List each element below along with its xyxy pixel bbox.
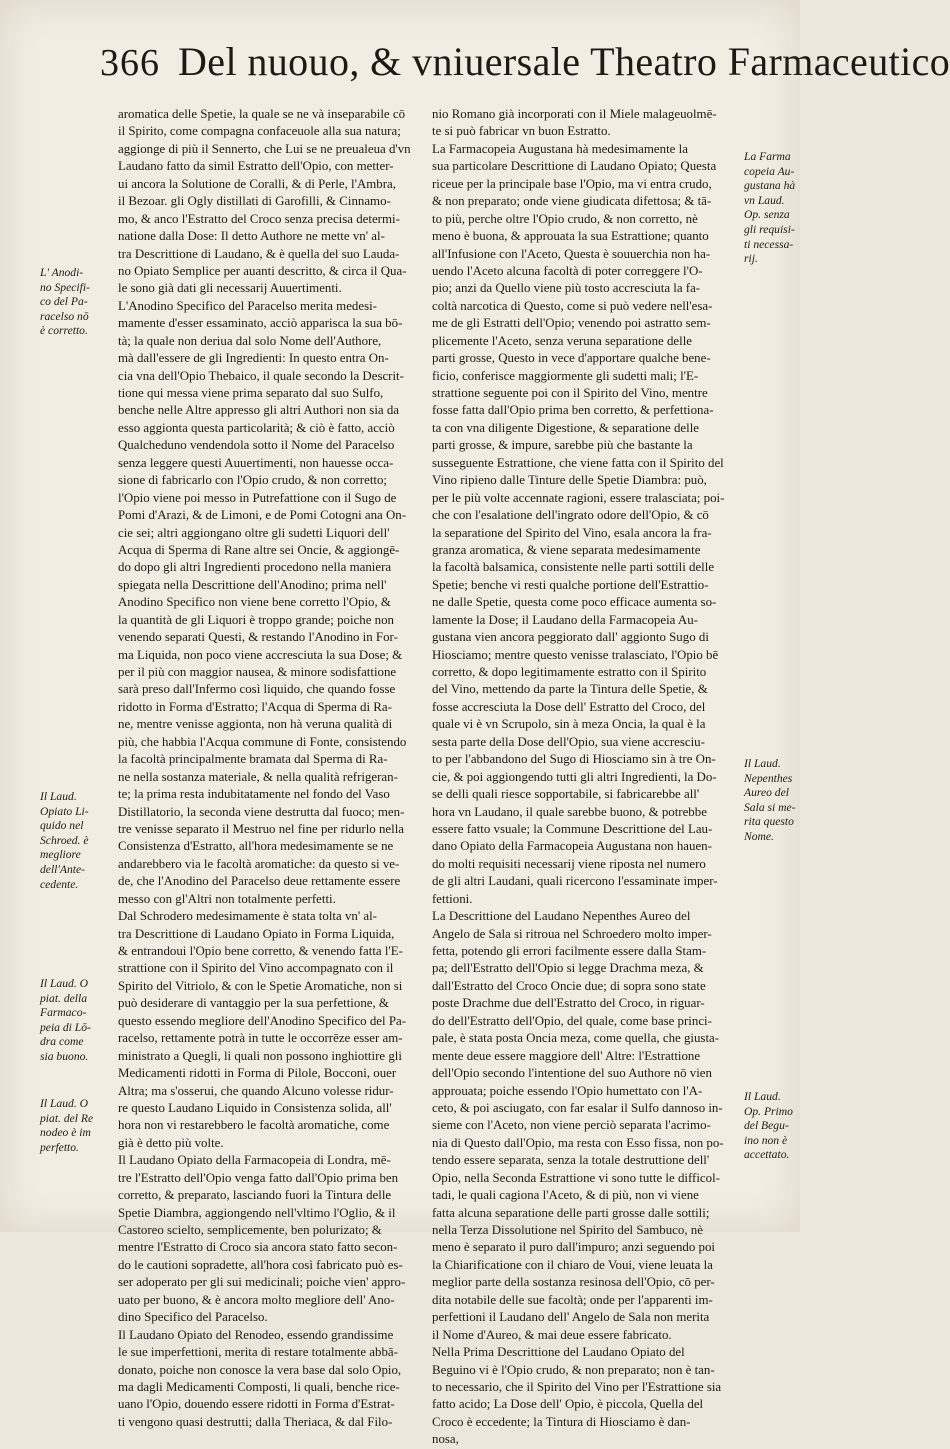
text-line: sesta parte della Dose dell'Opio, sua viene accresciu- bbox=[432, 734, 705, 749]
margin-note-renodeo bbox=[40, 1097, 118, 1177]
text-line: hora vn Laudano, il quale sarebbe buono, & potrebbe bbox=[432, 804, 707, 819]
text-line: il Nome d'Aureo, & mai deue essere fabricato. bbox=[432, 1327, 672, 1342]
text-line: susseguente Estrattione, che viene fatta con il Spirito del bbox=[432, 455, 724, 470]
text-line: ministrato a Quegli, li quali non possono inghiottire gli bbox=[118, 1048, 402, 1063]
text-line: riceue per la principale base l'Opio, ma vi entra crudo, bbox=[432, 176, 712, 191]
text-line: mo, & anco l'Estratto del Croco senza precisa determi- bbox=[118, 211, 400, 226]
text-line: più, che habbia l'Acqua commune di Fonte, consistendo bbox=[118, 734, 407, 749]
margin-note-augustana bbox=[744, 150, 800, 270]
text-line: mentre l'Estratto di Croco sia ancora stato fatto secon- bbox=[118, 1240, 398, 1255]
text-line: dall'Estratto del Croco Oncie due; di sopra sono state bbox=[432, 978, 706, 993]
margin-note-line: megliore bbox=[40, 848, 81, 862]
margin-note-line: ino non è bbox=[744, 1133, 788, 1147]
text-line: mente deue essere maggiore dell' Altre: l'Estrattione bbox=[432, 1048, 701, 1063]
text-line: tà; la quale non deriua dal solo Nome dell'Authore, bbox=[118, 333, 382, 348]
text-line: & non preparato; onde viene giudicata difettosa; & tā- bbox=[432, 194, 712, 209]
margin-note-line: Il Laud. bbox=[40, 790, 77, 803]
text-line: la separatione del Spirito del Vino, esala ancora la fra- bbox=[432, 525, 712, 540]
text-line: do dell'Estratto dell'Opio, del quale, come base princi- bbox=[432, 1013, 712, 1028]
text-line: tendo essere separata, senza la totale destruttione dell' bbox=[432, 1153, 710, 1168]
text-line: uano l'Opio, douendo essere ridotti in Forma d'Estrat- bbox=[118, 1397, 395, 1412]
text-line: meno è separato il puro dall'impuro; anzi seguendo poi bbox=[432, 1240, 715, 1255]
text-line: uato per buono, & è ancora molto megliore dell' Ano- bbox=[118, 1292, 395, 1307]
text-line: racelso, rettamente potrà in tutte le occorrēze esser am- bbox=[118, 1031, 403, 1046]
text-line: tre l'Estratto dell'Opio venga fatto dall'Opio prima ben bbox=[118, 1170, 399, 1185]
margin-note-line: cedente. bbox=[40, 877, 79, 891]
text-line: fatta alcuna separatione delle parti grosse dalle sottili; bbox=[432, 1205, 710, 1220]
text-line: nio Romano già incorporati con il Miele malageuolmē- bbox=[432, 107, 717, 121]
text-line: tra Descrittione di Laudano Opiato in Forma Liquida, bbox=[118, 926, 395, 941]
text-line: de gli altri Laudani, quali ricercono l'essaminate imper- bbox=[432, 874, 718, 889]
margin-note-line: piat. del Re bbox=[40, 1111, 94, 1125]
text-line: meglior parte della sostanza resinosa dell'Opio, cō per- bbox=[432, 1275, 715, 1290]
text-line: Acqua di Sperma di Rane altre sei Oncie, & aggiongē- bbox=[118, 542, 400, 557]
margin-note-line: Op. senza bbox=[744, 208, 790, 222]
text-line: Spetie; benche vi resti qualche portione dell'Estrattio- bbox=[432, 577, 709, 592]
margin-note-line: no Specifi- bbox=[40, 280, 90, 294]
margin-note-line: Aureo del bbox=[744, 786, 789, 800]
margin-note-line: è corretto. bbox=[40, 324, 88, 338]
text-line: Il Laudano Opiato della Farmacopeia di Londra, mē- bbox=[118, 1153, 391, 1168]
text-line: le sono già dati gli necessarij Auuertimenti. bbox=[118, 281, 342, 296]
text-line: tra Descrittione di Laudano, & è quella del suo Lauda- bbox=[118, 246, 400, 261]
text-line: mà dall'essere de gli Ingredienti: In questo entra On- bbox=[118, 351, 389, 366]
text-line: Hiosciamo; mentre questo venisse tralasciato, l'Opio bē bbox=[432, 647, 719, 662]
text-line: corretto, & dopo legitimamente estratto con il Spirito bbox=[432, 665, 707, 679]
text-line: plicemente l'Aceto, senza veruna separatione delle bbox=[432, 333, 693, 348]
margin-note-line: perfetto. bbox=[40, 1140, 79, 1154]
text-line: sieme con l'Aceto, non viene perciò separata l'acrimo- bbox=[432, 1118, 711, 1133]
page-number: 366 bbox=[100, 42, 160, 84]
text-line: dell'Opio secondo l'intentione del suo Authore nō vien bbox=[432, 1066, 712, 1081]
margin-note-line: Schroed. è bbox=[40, 833, 89, 847]
text-line: aromatica delle Spetie, la quale se ne và inseparabile cō bbox=[118, 107, 406, 121]
text-line: Pomi d'Arazi, & de Limoni, e de Pomi Cotogni ana On- bbox=[118, 508, 407, 523]
margin-note-beguino bbox=[744, 1090, 800, 1170]
left-text-column bbox=[118, 106, 430, 1429]
text-line: Spirito del Vitriolo, & con le Spetie Aromatiche, non si bbox=[118, 978, 403, 993]
text-line: do dopo gli altri Ingredienti procedono nella maniera bbox=[118, 560, 392, 575]
text-line: natione dalla Dose: Il detto Authore ne mette vn' al- bbox=[118, 229, 385, 244]
text-line: Angelo de Sala si ritroua nel Schroedero molto imper- bbox=[432, 926, 712, 941]
text-line: pa; dell'Estratto dell'Opio si legge Drachma meza, & bbox=[432, 961, 704, 976]
text-line: dino Specifico del Paracelso. bbox=[118, 1310, 268, 1325]
text-line: del Vino, mettendo da parte la Tintura delle Spetie, & bbox=[432, 682, 708, 697]
margin-note-line: Il Laud. O bbox=[40, 977, 88, 990]
text-line: granza aromatica, & viene separata medesimamente bbox=[432, 542, 701, 557]
text-line: tre venisse separato il Mestruo nel fine per ridurlo nella bbox=[118, 821, 405, 836]
text-line: ridotto in Forma d'Estratto; l'Acqua di Sperma di Ra- bbox=[118, 699, 392, 714]
text-line: andarebbero via le facoltà aromatiche: da questo si ve- bbox=[118, 856, 400, 871]
text-line: la facoltà principalmente bramata dal Sperma di Ra- bbox=[118, 752, 388, 767]
text-line: de, che l'Anodino del Paracelso deue rettamente essere bbox=[118, 874, 401, 889]
text-line: questo essendo megliore dell'Anodino Specifico del Pa- bbox=[118, 1013, 406, 1028]
margin-note-line: Nepenthes bbox=[744, 771, 793, 785]
margin-note-line: co del Pa- bbox=[40, 295, 88, 309]
margin-note-line: racelso nō bbox=[40, 309, 89, 323]
text-line: to per l'abbandono del Sugo di Hiosciamo sin à tre On- bbox=[432, 752, 716, 767]
text-line: Castoreo scielto, semplicemente, ben polurizato; & bbox=[118, 1223, 382, 1237]
text-line: se delli quali riesce sopportabile, si fabricarebbe all' bbox=[432, 787, 700, 802]
text-line: te si può fabricar vn buon Estratto. bbox=[432, 124, 611, 139]
text-line: coltà narcotica di Questo, come si può vedere nell'esa- bbox=[432, 298, 713, 313]
text-line: ne nella sostanza materiale, & nella qualità refrigeran- bbox=[118, 769, 398, 784]
text-line: strattione seguente poi con il Spirito del Vino, mentre bbox=[432, 386, 708, 400]
text-line: può desiderare di vantaggio per la sua perfettione, & bbox=[118, 996, 389, 1011]
margin-note-line: L' Anodi- bbox=[40, 266, 84, 279]
text-line: La Descrittione del Laudano Nepenthes Aureo del bbox=[432, 909, 691, 924]
text-line: per il più con maggior nausea, & minore sodisfattione bbox=[118, 665, 397, 679]
margin-note-line: dra come bbox=[40, 1035, 84, 1049]
text-line: la Chiarificatione con il chiaro de Voui, viene leuata la bbox=[432, 1257, 713, 1272]
text-line: per le più volte accennate ragioni, essere tralasciata; poi- bbox=[432, 490, 725, 505]
text-line: strattione con il Spirito del Vino accompagnato con il bbox=[118, 961, 394, 976]
text-line: do molti requisiti necessarij viene riposta nel numero bbox=[432, 856, 706, 871]
text-line: già è detto più volte. bbox=[118, 1135, 224, 1150]
text-line: fosse accresciuta la Dose dell' Estratto del Croco, del bbox=[432, 699, 706, 714]
text-line: Spetie Diambra, aggiongendo nell'vltimo l'Oglio, & il bbox=[118, 1205, 396, 1220]
text-line: re questo Laudano Liquido in Consistenza solida, all' bbox=[118, 1100, 392, 1115]
text-line: ui ancora la Solutione de Coralli, & di Perle, l'Ambra, bbox=[118, 176, 396, 191]
margin-note-line: dell'Ante- bbox=[40, 862, 85, 876]
margin-note-line: Sala si me- bbox=[744, 800, 796, 814]
margin-note-line: piat. della bbox=[40, 991, 88, 1005]
text-line: Vino ripieno dalle Tinture delle Spetie Diambra: può, bbox=[432, 473, 707, 488]
text-line: dano Opiato della Farmacopeia Augustana non hauen- bbox=[432, 839, 712, 854]
margin-note-line: accettato. bbox=[744, 1148, 790, 1162]
text-line: quale vi è vn Scrupolo, sin à meza Oncia, la qual è la bbox=[432, 717, 706, 732]
margin-note-line: nodeo è im bbox=[40, 1126, 91, 1140]
text-line: aggionge di più il Sennerto, che Lui se ne preualeua d'vn bbox=[118, 141, 411, 156]
text-line: parti grosse, & impure, sarebbe più che bastante la bbox=[432, 438, 693, 453]
text-line: cia vna dell'Opio Thebaico, il quale secondo la Descrit- bbox=[118, 368, 404, 383]
text-line: corretto, & preparato, lasciando fuori la Tintura delle bbox=[118, 1188, 392, 1203]
text-line: senza leggere questi Auuertimenti, non hauesse occa- bbox=[118, 455, 394, 470]
text-line: lamente la Dose; il Laudano della Farmacopeia Au- bbox=[432, 612, 698, 627]
text-line: fatto acido; La Dose dell' Opio, è piccola, Quella del bbox=[432, 1397, 704, 1412]
text-line: pale, è stata posta Oncia meza, come quella, che giusta- bbox=[432, 1031, 720, 1046]
margin-note-anodino bbox=[40, 266, 120, 342]
margin-note-line: gustana hà bbox=[744, 179, 796, 193]
margin-note-farmacopeia-londra bbox=[40, 977, 118, 1073]
margin-note-line: Il Laud. bbox=[744, 1090, 781, 1103]
text-line: mamente d'esser essaminato, acciò apparisca la sua bō- bbox=[118, 316, 403, 331]
text-line: benche nelle Altre appresso gli altri Authori non sia da bbox=[118, 403, 400, 418]
margin-note-line: vn Laud. bbox=[744, 193, 785, 207]
right-text-column bbox=[432, 106, 740, 1447]
text-line: la quantità de gli Liquori è troppo grande; poiche non bbox=[118, 612, 394, 627]
text-line: L'Anodino Specifico del Paracelso merita medesi- bbox=[118, 298, 377, 313]
text-line: cie, & poi aggiongendo tutti gli altri Ingredienti, la Do- bbox=[432, 769, 717, 784]
text-line: ta con vna diligente Digestione, & separatione delle bbox=[432, 420, 700, 435]
text-line: do le cautioni sopradette, all'hora così fabricato può es- bbox=[118, 1257, 403, 1272]
margin-note-line: Il Laud. O bbox=[40, 1097, 88, 1110]
text-line: nosa, bbox=[432, 1432, 459, 1447]
text-line: pio; anzi da Quello viene più tosto accresciuta la fa- bbox=[432, 281, 701, 296]
text-line: all'Infusione con l'Aceto, Questa è souuerchia non ha- bbox=[432, 246, 711, 261]
text-line: Distillatorio, la seconda viene destrutta dal fuoco; men- bbox=[118, 804, 405, 819]
text-line: donato, poiche non conosce la vera base dal solo Opio, bbox=[118, 1362, 402, 1377]
text-line: ceto, & poi asciugato, con far esalar il Sulfo dannoso in- bbox=[432, 1100, 723, 1115]
text-line: Anodino Specifico non viene bene corretto l'Opio, & bbox=[118, 595, 391, 610]
text-line: essere fatto vsuale; la Commune Descrittione del Lau- bbox=[432, 821, 713, 836]
text-line: ne dalle Spetie, questa come poco efficace aumenta so- bbox=[432, 595, 717, 610]
text-line: ser adoperato per gli sui medicinali; poiche vien' appro- bbox=[118, 1275, 406, 1290]
text-line: poste Drachme due dell'Estratto del Croco, in riguar- bbox=[432, 996, 705, 1011]
text-line: ma Liquida, non poco viene accresciuta la sua Dose; & bbox=[118, 647, 403, 662]
text-line: spiegata nella Descrittione dell'Anodino; prima nell' bbox=[118, 577, 387, 592]
text-line: ficio, conferisce maggiormente gli sudetti mali; l'E- bbox=[432, 368, 699, 383]
text-line: Il Laudano Opiato del Renodeo, essendo grandissime bbox=[118, 1327, 394, 1342]
text-line: esso aggionta questa particolarità; & ciò è fatto, acciò bbox=[118, 420, 395, 435]
margin-note-line: Il Laud. bbox=[744, 757, 781, 770]
text-line: Consistenza d'Estratto, all'hora medesimamente se ne bbox=[118, 839, 394, 854]
margin-note-line: copeia Au- bbox=[744, 164, 795, 178]
text-line: il Bezoar. gli Ogly distillati di Garofilli, & Cinnamo- bbox=[118, 194, 391, 209]
text-line: Medicamenti ridotti in Forma di Pilole, Bocconi, ouer bbox=[118, 1066, 397, 1081]
text-line: sarà preso dall'Infermo così liquido, che quando fosse bbox=[118, 682, 396, 697]
margin-note-line: Farmaco- bbox=[40, 1006, 87, 1020]
margin-note-nepenthes bbox=[744, 757, 800, 847]
text-line: approuata; poiche essendo l'Opio humettato con l'A- bbox=[432, 1083, 703, 1098]
margin-note-line: La Farma bbox=[744, 150, 791, 163]
margin-note-line: Op. Primo bbox=[744, 1104, 793, 1118]
text-line: ma dagli Medicamenti Composti, li quali, benche rice- bbox=[118, 1379, 400, 1394]
text-line: Nella Prima Descrittione del Laudano Opiato del bbox=[432, 1345, 685, 1360]
text-line: Opio, nella Seconda Estrattione vi sono tutte le difficol- bbox=[432, 1170, 720, 1185]
margin-note-line: ti necessa- bbox=[744, 237, 794, 251]
text-line: uendo l'Aceto alcuna facoltà di poter correggere l'O- bbox=[432, 263, 703, 278]
margin-note-laudano-schroedero bbox=[40, 790, 120, 890]
margin-note-line: rita questo bbox=[744, 815, 794, 829]
text-line: sione di fabricarlo con l'Opio crudo, & non corretto; bbox=[118, 473, 388, 488]
text-line: venendo separati Questi, & restando l'Anodino in For- bbox=[118, 630, 398, 645]
margin-note-line: del Begu- bbox=[744, 1119, 789, 1133]
text-line: fettioni. bbox=[432, 891, 473, 906]
text-line: La Farmacopeia Augustana hà medesimamente la bbox=[432, 141, 688, 156]
text-line: nia di Questo dall'Opio, ma resta con Esso fissa, non po- bbox=[432, 1135, 724, 1150]
text-line: cie sei; altri aggiongano oltre gli sudetti Liquori dell' bbox=[118, 525, 390, 540]
text-line: meno è buona, & approuata la sua Estrattione; quanto bbox=[432, 229, 709, 244]
text-line: me de gli Estratti dell'Opio; venendo poi astratto sem- bbox=[432, 316, 711, 331]
text-line: gustana vien ancora peggiorato dall' aggionto Sugo di bbox=[432, 630, 709, 645]
text-line: parti grosse, Questo in vece d'apportare qualche bene- bbox=[432, 351, 711, 366]
text-line: to necessario, che il Spirito del Vino per l'Estrattione sia bbox=[432, 1379, 722, 1394]
text-line: il Spirito, come compagna confaceuole alla sua natura; bbox=[118, 124, 401, 139]
margin-note-line: Opiato Li- bbox=[40, 804, 89, 818]
text-line: tione qui messa viene prima separato dal suo Sulfo, bbox=[118, 386, 384, 400]
text-line: tadi, le quali cagiona l'Aceto, & di più, non vi viene bbox=[432, 1188, 699, 1203]
text-line: Laudano fatto da simil Estratto dell'Opio, con metter- bbox=[118, 159, 394, 174]
margin-note-line: rij. bbox=[744, 252, 758, 266]
text-line: Dal Schrodero medesimamente è stata tolta vn' al- bbox=[118, 909, 377, 924]
text-line: Beguino vi è l'Opio crudo, & non preparato; non è tan- bbox=[432, 1362, 715, 1377]
text-line: messo con gl'Altri non totalmente perfetti. bbox=[118, 891, 336, 906]
text-line: che con l'esalatione dell'ingrato odore dell'Opio, & cō bbox=[432, 508, 709, 523]
text-line: & entrandoui l'Opio bene corretto, & venendo fatta l'E- bbox=[118, 944, 403, 958]
text-line: ti vengono quasi destrutti; dalla Theriaca, & dal Filo- bbox=[118, 1414, 393, 1429]
text-line: fosse fatta dall'Opio prima ben corretto, & perfettiona- bbox=[432, 403, 714, 418]
text-line: le sue imperfettioni, merita di restare totalmente abbā- bbox=[118, 1345, 398, 1360]
text-line: perfettioni il Laudano dell' Angelo de Sala non merita bbox=[432, 1310, 710, 1325]
text-line: nella Terza Dissolutione nel Spirito del Sambuco, nè bbox=[432, 1223, 703, 1237]
text-line: te; la prima resta indubitatamente nel fondo del Vaso bbox=[118, 787, 390, 802]
text-line: l'Opio viene poi messo in Putrefattione con il Sugo de bbox=[118, 490, 397, 505]
margin-note-line: Nome. bbox=[744, 829, 774, 843]
margin-note-line: gli requisi- bbox=[744, 222, 795, 236]
text-line: fetta, potendo gli errori facilmente essere dalla Stam- bbox=[432, 944, 707, 958]
text-line: hora non vi restarebbero le facoltà aromatiche, come bbox=[118, 1118, 390, 1133]
text-line: Qualcheduno vendendola sotto il Nome del Paracelso bbox=[118, 438, 395, 453]
text-line: la facoltà balsamica, consistente nelle parti sottili delle bbox=[432, 560, 715, 575]
text-line: dita notabile delle sue facoltà; onde per l'apparenti im- bbox=[432, 1292, 713, 1307]
text-line: sua particolare Descrittione di Laudano Opiato; Questa bbox=[432, 159, 717, 174]
text-line: Croco è eccedente; la Tintura di Hiosciamo è dan- bbox=[432, 1414, 691, 1429]
margin-note-line: quido nel bbox=[40, 819, 84, 833]
text-line: ne, mentre venisse aggionta, non hà veruna qualità di bbox=[118, 717, 393, 732]
text-line: to più, perche oltre l'Opio crudo, & non corretto, nè bbox=[432, 211, 698, 226]
running-header bbox=[100, 38, 950, 108]
running-title: Del nuouo, & vniuersale Theatro Farmaceutico bbox=[178, 39, 950, 84]
text-line: no Opiato Semplice per auanti descritto, & circa il Qua- bbox=[118, 263, 407, 278]
text-line: Altra; ma s'osserui, che quando Alcuno volesse ridur- bbox=[118, 1083, 394, 1098]
margin-note-line: sia buono. bbox=[40, 1049, 89, 1063]
margin-note-line: peia di Lō- bbox=[40, 1020, 91, 1034]
